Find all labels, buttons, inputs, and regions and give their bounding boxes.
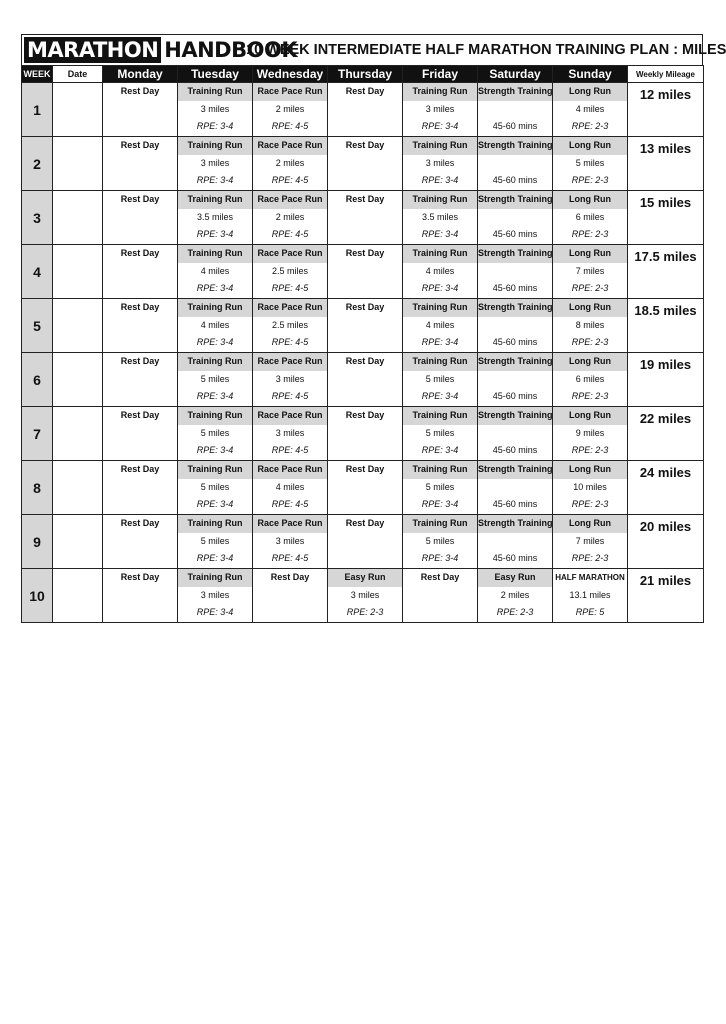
workout-label: Rest Day [120, 194, 160, 204]
workout-rpe: RPE: 2-3 [346, 607, 384, 618]
workout-duration: 45-60 mins [492, 229, 538, 240]
workout-rpe: RPE: 3-4 [421, 337, 459, 348]
day-cell-tuesday [178, 353, 253, 407]
workout-label: Rest Day [120, 356, 160, 366]
day-cell-wednesday [253, 569, 328, 623]
day-cell-thursday [328, 191, 403, 245]
workout-duration: 45-60 mins [492, 391, 538, 402]
week-number: 5 [22, 299, 53, 353]
workout-label: Training Run [178, 83, 252, 101]
workout-label: Rest Day [345, 518, 385, 528]
day-cell-thursday [328, 83, 403, 137]
week-number: 10 [22, 569, 53, 623]
workout-distance: 7 miles [575, 265, 605, 276]
workout-label: Long Run [553, 407, 627, 425]
header-thursday: Thursday [328, 66, 403, 83]
day-cell-monday [103, 191, 178, 245]
day-cell-sunday [553, 137, 628, 191]
day-cell-wednesday [253, 83, 328, 137]
workout-label: Training Run [178, 191, 252, 209]
workout-distance: 2 miles [275, 211, 305, 222]
workout-rpe: RPE: 3-4 [196, 175, 234, 186]
workout-label: Long Run [553, 353, 627, 371]
workout-distance: 4 miles [200, 265, 230, 276]
workout-distance [478, 371, 552, 389]
date-cell[interactable] [53, 461, 103, 515]
day-cell-sunday [553, 299, 628, 353]
workout-label: Training Run [178, 515, 252, 533]
workout-rpe: RPE: 3-4 [196, 445, 234, 456]
day-cell-thursday [328, 137, 403, 191]
workout-rpe: RPE: 3-4 [421, 445, 459, 456]
workout-distance: 5 miles [200, 427, 230, 438]
workout-rpe: RPE: 3-4 [421, 283, 459, 294]
day-cell-thursday [328, 353, 403, 407]
day-cell-wednesday [253, 137, 328, 191]
workout-rpe: RPE: 5 [575, 607, 605, 618]
header-saturday: Saturday [478, 66, 553, 83]
weekly-mileage: 13 miles [628, 137, 704, 191]
workout-label: Rest Day [120, 248, 160, 258]
workout-label: Training Run [403, 407, 477, 425]
date-cell[interactable] [53, 299, 103, 353]
workout-rpe: RPE: 4-5 [271, 499, 309, 510]
workout-duration: 45-60 mins [492, 337, 538, 348]
workout-distance: 3 miles [200, 103, 230, 114]
workout-label: Training Run [403, 245, 477, 263]
workout-rpe: RPE: 3-4 [196, 553, 234, 564]
day-cell-tuesday [178, 299, 253, 353]
workout-distance: 9 miles [575, 427, 605, 438]
workout-label: Training Run [178, 137, 252, 155]
workout-rpe: RPE: 2-3 [571, 445, 609, 456]
day-cell-saturday [478, 353, 553, 407]
training-plan-sheet [21, 34, 726, 623]
day-cell-sunday [553, 83, 628, 137]
workout-rpe: RPE: 3-4 [421, 229, 459, 240]
date-cell[interactable] [53, 191, 103, 245]
day-cell-sunday [553, 569, 628, 623]
workout-label: Rest Day [420, 572, 460, 582]
day-cell-monday [103, 515, 178, 569]
day-cell-thursday [328, 569, 403, 623]
day-cell-friday [403, 407, 478, 461]
table-row [22, 353, 704, 407]
workout-distance [478, 533, 552, 551]
workout-rpe: RPE: 4-5 [271, 121, 309, 132]
workout-label: Rest Day [345, 248, 385, 258]
workout-distance: 4 miles [425, 265, 455, 276]
workout-distance: 3 miles [275, 535, 305, 546]
workout-label: Rest Day [345, 194, 385, 204]
workout-rpe: RPE: 3-4 [421, 553, 459, 564]
header-weekly-mileage: Weekly Mileage [628, 66, 704, 83]
day-cell-thursday [328, 461, 403, 515]
table-row [22, 191, 704, 245]
table-row [22, 83, 704, 137]
workout-rpe: RPE: 3-4 [196, 391, 234, 402]
workout-rpe: RPE: 4-5 [271, 283, 309, 294]
workout-label: Long Run [553, 137, 627, 155]
day-cell-monday [103, 407, 178, 461]
workout-distance [478, 425, 552, 443]
weekly-mileage: 15 miles [628, 191, 704, 245]
day-cell-saturday [478, 245, 553, 299]
workout-duration: 45-60 mins [492, 445, 538, 456]
workout-distance: 4 miles [275, 481, 305, 492]
day-cell-thursday [328, 515, 403, 569]
day-cell-wednesday [253, 461, 328, 515]
workout-label: Long Run [553, 83, 627, 101]
workout-rpe: RPE: 4-5 [271, 445, 309, 456]
workout-label: Rest Day [120, 86, 160, 96]
workout-label: Training Run [403, 353, 477, 371]
workout-label: Training Run [403, 461, 477, 479]
day-cell-saturday [478, 137, 553, 191]
workout-distance [478, 317, 552, 335]
workout-label: Rest Day [345, 410, 385, 420]
week-number: 6 [22, 353, 53, 407]
date-cell[interactable] [53, 569, 103, 623]
workout-distance: 2 miles [275, 157, 305, 168]
week-number: 7 [22, 407, 53, 461]
week-number: 8 [22, 461, 53, 515]
workout-label: Training Run [403, 515, 477, 533]
day-cell-friday [403, 83, 478, 137]
workout-label: Rest Day [120, 302, 160, 312]
workout-distance: 5 miles [575, 157, 605, 168]
workout-distance: 2.5 miles [271, 265, 308, 276]
day-cell-friday [403, 245, 478, 299]
table-row [22, 569, 704, 623]
workout-distance [478, 479, 552, 497]
day-cell-tuesday [178, 137, 253, 191]
workout-rpe: RPE: 2-3 [571, 499, 609, 510]
workout-duration: 45-60 mins [492, 121, 538, 132]
workout-distance [478, 263, 552, 281]
workout-label: Rest Day [120, 410, 160, 420]
day-cell-tuesday [178, 245, 253, 299]
day-cell-sunday [553, 407, 628, 461]
date-cell[interactable] [53, 407, 103, 461]
day-cell-thursday [328, 299, 403, 353]
day-cell-tuesday [178, 83, 253, 137]
workout-rpe: RPE: 2-3 [571, 175, 609, 186]
workout-label: Rest Day [345, 302, 385, 312]
logo-part-1: MARATHON [24, 37, 161, 63]
table-row [22, 461, 704, 515]
week-number: 2 [22, 137, 53, 191]
day-cell-friday [403, 353, 478, 407]
day-cell-thursday [328, 245, 403, 299]
weekly-mileage: 18.5 miles [628, 299, 704, 353]
day-cell-friday [403, 191, 478, 245]
workout-label: Strength Training [478, 245, 552, 263]
workout-label: Easy Run [328, 569, 402, 587]
workout-label: Training Run [178, 299, 252, 317]
workout-distance: 5 miles [200, 535, 230, 546]
logo-part-2: HANDBOOK [164, 38, 298, 62]
training-plan-table [21, 65, 704, 623]
workout-label: Rest Day [345, 140, 385, 150]
workout-rpe: RPE: 3-4 [196, 121, 234, 132]
day-cell-friday [403, 461, 478, 515]
workout-rpe: RPE: 2-3 [571, 553, 609, 564]
workout-label: Training Run [178, 245, 252, 263]
table-row [22, 137, 704, 191]
workout-distance: 5 miles [425, 427, 455, 438]
day-cell-tuesday [178, 461, 253, 515]
workout-label: Strength Training [478, 515, 552, 533]
weekly-mileage: 17.5 miles [628, 245, 704, 299]
workout-label: Strength Training [478, 407, 552, 425]
workout-rpe: RPE: 3-4 [421, 121, 459, 132]
workout-label: Strength Training [478, 353, 552, 371]
workout-label: Race Pace Run [253, 191, 327, 209]
header-week: WEEK [22, 66, 53, 83]
header-tuesday: Tuesday [178, 66, 253, 83]
workout-distance: 2 miles [275, 103, 305, 114]
workout-label: Race Pace Run [253, 515, 327, 533]
day-cell-sunday [553, 515, 628, 569]
day-cell-friday [403, 137, 478, 191]
day-cell-tuesday [178, 515, 253, 569]
workout-label: Strength Training [478, 191, 552, 209]
day-cell-sunday [553, 191, 628, 245]
header-wednesday: Wednesday [253, 66, 328, 83]
table-row [22, 245, 704, 299]
week-number: 9 [22, 515, 53, 569]
workout-label: Long Run [553, 191, 627, 209]
workout-distance [478, 101, 552, 119]
workout-distance: 4 miles [575, 103, 605, 114]
day-cell-sunday [553, 461, 628, 515]
workout-distance: 8 miles [575, 319, 605, 330]
workout-distance: 3 miles [200, 157, 230, 168]
day-cell-friday [403, 299, 478, 353]
workout-label: Rest Day [345, 356, 385, 366]
day-cell-monday [103, 83, 178, 137]
workout-distance: 5 miles [425, 481, 455, 492]
workout-label: Race Pace Run [253, 353, 327, 371]
workout-distance: 3 miles [275, 427, 305, 438]
workout-label: Long Run [553, 515, 627, 533]
workout-label: Rest Day [345, 464, 385, 474]
day-cell-wednesday [253, 299, 328, 353]
workout-rpe: RPE: 2-3 [571, 337, 609, 348]
workout-label: Training Run [403, 83, 477, 101]
workout-duration: 45-60 mins [492, 175, 538, 186]
workout-label: Race Pace Run [253, 407, 327, 425]
workout-rpe: RPE: 3-4 [421, 175, 459, 186]
workout-distance: 3 miles [425, 103, 455, 114]
workout-label: Long Run [553, 461, 627, 479]
day-cell-friday [403, 515, 478, 569]
day-cell-tuesday [178, 569, 253, 623]
workout-rpe: RPE: 3-4 [421, 499, 459, 510]
day-cell-monday [103, 569, 178, 623]
workout-distance [478, 155, 552, 173]
date-cell[interactable] [53, 137, 103, 191]
title-bar [21, 34, 726, 65]
day-cell-monday [103, 353, 178, 407]
day-cell-saturday [478, 569, 553, 623]
date-cell[interactable] [53, 245, 103, 299]
workout-rpe: RPE: 3-4 [196, 607, 234, 618]
workout-distance [478, 209, 552, 227]
workout-distance: 3.5 miles [421, 211, 458, 222]
day-cell-monday [103, 461, 178, 515]
workout-duration: 45-60 mins [492, 553, 538, 564]
workout-label: Race Pace Run [253, 245, 327, 263]
day-cell-saturday [478, 407, 553, 461]
workout-label: Race Pace Run [253, 299, 327, 317]
workout-distance: 3 miles [425, 157, 455, 168]
workout-rpe: RPE: 2-3 [496, 607, 534, 618]
workout-distance: 3 miles [350, 589, 380, 600]
workout-rpe: RPE: 2-3 [571, 391, 609, 402]
day-cell-saturday [478, 83, 553, 137]
day-cell-tuesday [178, 191, 253, 245]
workout-duration: 45-60 mins [492, 283, 538, 294]
workout-label: HALF MARATHON [555, 573, 625, 582]
weekly-mileage: 21 miles [628, 569, 704, 623]
workout-label: Strength Training [478, 137, 552, 155]
workout-distance: 13.1 miles [569, 589, 611, 600]
day-cell-wednesday [253, 191, 328, 245]
workout-rpe: RPE: 2-3 [571, 283, 609, 294]
workout-label: Race Pace Run [253, 83, 327, 101]
workout-rpe: RPE: 4-5 [271, 337, 309, 348]
day-cell-friday [403, 569, 478, 623]
table-row [22, 515, 704, 569]
workout-label: Race Pace Run [253, 461, 327, 479]
workout-label: Race Pace Run [253, 137, 327, 155]
day-cell-saturday [478, 515, 553, 569]
weekly-mileage: 20 miles [628, 515, 704, 569]
workout-label: Long Run [553, 299, 627, 317]
day-cell-wednesday [253, 407, 328, 461]
workout-distance: 10 miles [573, 481, 607, 492]
workout-label: Strength Training [478, 83, 552, 101]
day-cell-saturday [478, 299, 553, 353]
week-number: 1 [22, 83, 53, 137]
header-date: Date [53, 66, 103, 83]
day-cell-tuesday [178, 407, 253, 461]
workout-label: Rest Day [120, 518, 160, 528]
table-row [22, 407, 704, 461]
weekly-mileage: 24 miles [628, 461, 704, 515]
workout-rpe: RPE: 4-5 [271, 229, 309, 240]
workout-distance: 3 miles [200, 589, 230, 600]
workout-label: Training Run [178, 353, 252, 371]
workout-rpe: RPE: 2-3 [571, 121, 609, 132]
day-cell-wednesday [253, 353, 328, 407]
workout-label: Rest Day [120, 140, 160, 150]
workout-distance: 2.5 miles [271, 319, 308, 330]
table-row [22, 299, 704, 353]
workout-distance: 7 miles [575, 535, 605, 546]
header-sunday: Sunday [553, 66, 628, 83]
header-friday: Friday [403, 66, 478, 83]
workout-rpe: RPE: 2-3 [571, 229, 609, 240]
day-cell-wednesday [253, 515, 328, 569]
workout-rpe: RPE: 3-4 [196, 337, 234, 348]
workout-label: Easy Run [478, 569, 552, 587]
workout-label: Rest Day [120, 464, 160, 474]
workout-label: Strength Training [478, 299, 552, 317]
workout-distance: 3 miles [275, 373, 305, 384]
marathon-handbook-logo [22, 35, 298, 65]
workout-label: Long Run [553, 245, 627, 263]
workout-rpe: RPE: 4-5 [271, 553, 309, 564]
workout-label: Training Run [403, 299, 477, 317]
workout-label: Rest Day [270, 572, 310, 582]
workout-distance: 5 miles [425, 373, 455, 384]
workout-rpe: RPE: 3-4 [196, 229, 234, 240]
workout-distance: 2 miles [500, 589, 530, 600]
day-cell-monday [103, 137, 178, 191]
weekly-mileage: 19 miles [628, 353, 704, 407]
workout-distance: 5 miles [200, 373, 230, 384]
workout-distance: 4 miles [200, 319, 230, 330]
day-cell-monday [103, 245, 178, 299]
workout-rpe: RPE: 3-4 [196, 499, 234, 510]
week-number: 3 [22, 191, 53, 245]
workout-distance: 4 miles [425, 319, 455, 330]
workout-distance: 3.5 miles [196, 211, 233, 222]
workout-distance: 6 miles [575, 211, 605, 222]
workout-label: Rest Day [345, 86, 385, 96]
workout-rpe: RPE: 3-4 [421, 391, 459, 402]
workout-label: Training Run [403, 191, 477, 209]
day-cell-sunday [553, 245, 628, 299]
date-cell[interactable] [53, 515, 103, 569]
workout-duration: 45-60 mins [492, 499, 538, 510]
day-cell-saturday [478, 191, 553, 245]
day-cell-thursday [328, 407, 403, 461]
header-monday: Monday [103, 66, 178, 83]
week-number: 4 [22, 245, 53, 299]
page-title: 10 WEEK INTERMEDIATE HALF MARATHON TRAINING PLAN : MILES [246, 42, 726, 58]
day-cell-saturday [478, 461, 553, 515]
table-body [22, 83, 704, 623]
workout-label: Strength Training [478, 461, 552, 479]
workout-distance: 5 miles [200, 481, 230, 492]
workout-distance: 6 miles [575, 373, 605, 384]
workout-rpe: RPE: 4-5 [271, 175, 309, 186]
workout-label: Training Run [178, 569, 252, 587]
day-cell-monday [103, 299, 178, 353]
date-cell[interactable] [53, 83, 103, 137]
workout-label: Training Run [178, 407, 252, 425]
workout-label: Training Run [178, 461, 252, 479]
weekly-mileage: 22 miles [628, 407, 704, 461]
date-cell[interactable] [53, 353, 103, 407]
day-cell-sunday [553, 353, 628, 407]
workout-rpe: RPE: 3-4 [196, 283, 234, 294]
header-row [22, 66, 704, 83]
weekly-mileage: 12 miles [628, 83, 704, 137]
workout-rpe: RPE: 4-5 [271, 391, 309, 402]
day-cell-wednesday [253, 245, 328, 299]
workout-label: Rest Day [120, 572, 160, 582]
workout-label: Training Run [403, 137, 477, 155]
workout-distance: 5 miles [425, 535, 455, 546]
